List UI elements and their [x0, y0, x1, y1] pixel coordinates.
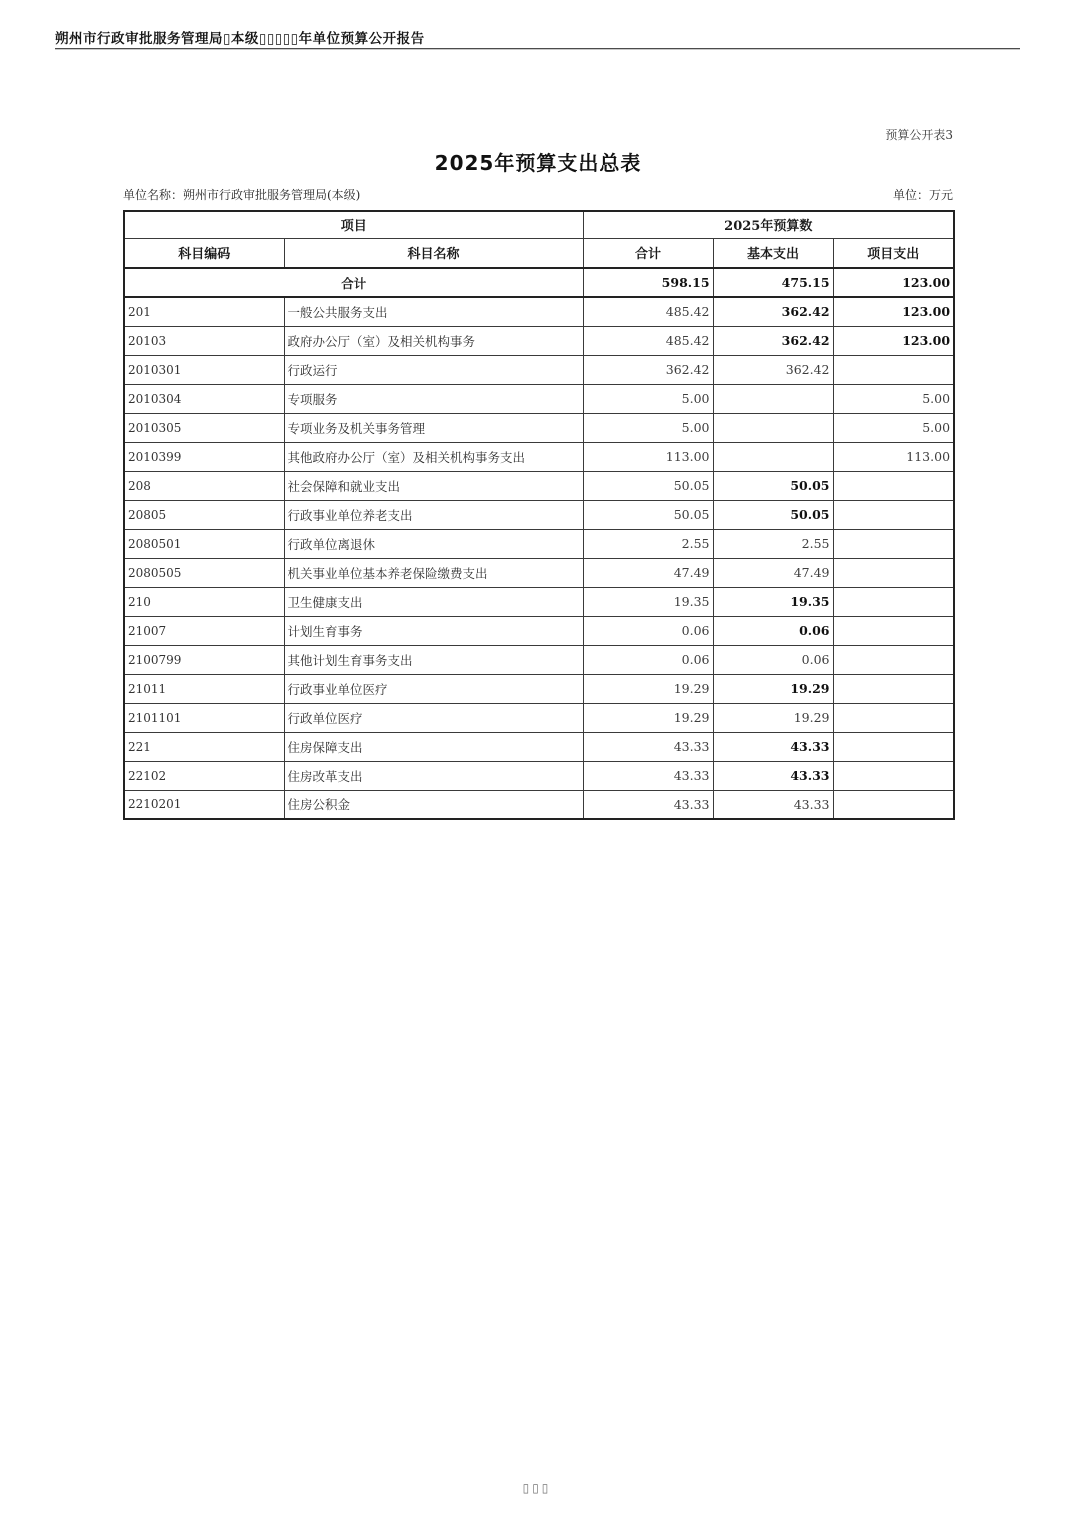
- cell-name: 一般公共服务支出: [284, 297, 583, 326]
- grand-total-basic: 475.15: [713, 268, 833, 297]
- table-row: [124, 297, 954, 326]
- unit-of-measure-label: 单位：万元: [892, 188, 953, 202]
- table-row: [124, 761, 954, 790]
- grand-total-project: 123.00: [833, 268, 954, 297]
- cell-code: 21007: [124, 616, 284, 645]
- cell-name: 计划生育事务: [284, 616, 583, 645]
- cell-name: 政府办公厅（室）及相关机构事务: [284, 326, 583, 355]
- cell-total: 0.06: [583, 645, 713, 674]
- table-row: [124, 732, 954, 761]
- cell-basic: 2.55: [713, 529, 833, 558]
- table-header-columns-row: [124, 238, 954, 268]
- cell-basic: 362.42: [713, 355, 833, 384]
- cell-basic: 43.33: [713, 761, 833, 790]
- cell-project: [833, 355, 954, 384]
- cell-code: 2010305: [124, 413, 284, 442]
- grand-total-sum: 598.15: [583, 268, 713, 297]
- cell-total: 47.49: [583, 558, 713, 587]
- cell-code: 221: [124, 732, 284, 761]
- cell-project: [833, 732, 954, 761]
- cell-project: [833, 616, 954, 645]
- header-budget-group: 2025年预算数: [583, 211, 954, 238]
- table-meta-row: [123, 186, 953, 203]
- table-sheet-label: 预算公开表3: [885, 128, 953, 142]
- cell-project: [833, 529, 954, 558]
- cell-project: 123.00: [833, 326, 954, 355]
- budget-expenditure-table: [123, 210, 955, 820]
- table-row: [124, 471, 954, 500]
- cell-project: 5.00: [833, 384, 954, 413]
- cell-project: [833, 500, 954, 529]
- header-col-name: 科目名称: [284, 238, 583, 268]
- cell-code: 2100799: [124, 645, 284, 674]
- cell-total: 19.35: [583, 587, 713, 616]
- cell-project: [833, 703, 954, 732]
- cell-name: 行政运行: [284, 355, 583, 384]
- cell-total: 50.05: [583, 471, 713, 500]
- cell-basic: [713, 442, 833, 471]
- table-row: [124, 500, 954, 529]
- document-title: 2025年预算支出总表: [434, 151, 642, 175]
- cell-code: 2210201: [124, 790, 284, 819]
- cell-code: 22102: [124, 761, 284, 790]
- cell-code: 210: [124, 587, 284, 616]
- table-row: [124, 587, 954, 616]
- table-row: [124, 558, 954, 587]
- cell-basic: 19.35: [713, 587, 833, 616]
- cell-total: 113.00: [583, 442, 713, 471]
- page-header-title: 朔州市行政审批服务管理局▯本级▯▯▯▯▯年单位预算公开报告: [55, 31, 425, 47]
- cell-total: 50.05: [583, 500, 713, 529]
- header-col-project: 项目支出: [833, 238, 954, 268]
- page-number-placeholder: ▯▯▯: [522, 1481, 552, 1495]
- cell-basic: 19.29: [713, 674, 833, 703]
- cell-name: 其他政府办公厅（室）及相关机构事务支出: [284, 442, 583, 471]
- cell-project: [833, 761, 954, 790]
- table-row: [124, 355, 954, 384]
- table-row: [124, 326, 954, 355]
- table-row: [124, 674, 954, 703]
- cell-basic: 50.05: [713, 471, 833, 500]
- cell-basic: 0.06: [713, 645, 833, 674]
- cell-name: 住房公积金: [284, 790, 583, 819]
- header-col-code: 科目编码: [124, 238, 284, 268]
- cell-project: [833, 674, 954, 703]
- cell-total: 485.42: [583, 326, 713, 355]
- cell-basic: 50.05: [713, 500, 833, 529]
- header-col-basic: 基本支出: [713, 238, 833, 268]
- cell-basic: 0.06: [713, 616, 833, 645]
- cell-name: 机关事业单位基本养老保险缴费支出: [284, 558, 583, 587]
- table-row: [124, 616, 954, 645]
- cell-code: 208: [124, 471, 284, 500]
- cell-project: [833, 471, 954, 500]
- cell-project: 113.00: [833, 442, 954, 471]
- cell-name: 行政单位医疗: [284, 703, 583, 732]
- cell-total: 362.42: [583, 355, 713, 384]
- cell-code: 2010399: [124, 442, 284, 471]
- table-row: [124, 703, 954, 732]
- cell-basic: 47.49: [713, 558, 833, 587]
- cell-basic: 43.33: [713, 790, 833, 819]
- cell-name: 行政单位离退休: [284, 529, 583, 558]
- cell-code: 201: [124, 297, 284, 326]
- cell-total: 0.06: [583, 616, 713, 645]
- cell-code: 2080501: [124, 529, 284, 558]
- cell-basic: 43.33: [713, 732, 833, 761]
- cell-code: 2010301: [124, 355, 284, 384]
- cell-name: 住房改革支出: [284, 761, 583, 790]
- header-col-total: 合计: [583, 238, 713, 268]
- cell-basic: [713, 413, 833, 442]
- cell-total: 2.55: [583, 529, 713, 558]
- table-row: [124, 529, 954, 558]
- cell-code: 20103: [124, 326, 284, 355]
- cell-total: 5.00: [583, 384, 713, 413]
- cell-name: 专项服务: [284, 384, 583, 413]
- cell-code: 2010304: [124, 384, 284, 413]
- cell-name: 行政事业单位医疗: [284, 674, 583, 703]
- table-row: [124, 790, 954, 819]
- header-project-group: 项目: [124, 211, 583, 238]
- document-body: [123, 0, 953, 900]
- cell-name: 行政事业单位养老支出: [284, 500, 583, 529]
- cell-basic: 19.29: [713, 703, 833, 732]
- cell-total: 43.33: [583, 790, 713, 819]
- cell-total: 5.00: [583, 413, 713, 442]
- cell-name: 社会保障和就业支出: [284, 471, 583, 500]
- cell-basic: 362.42: [713, 326, 833, 355]
- cell-name: 其他计划生育事务支出: [284, 645, 583, 674]
- cell-name: 专项业务及机关事务管理: [284, 413, 583, 442]
- table-header-group-row: [124, 211, 954, 238]
- cell-total: 485.42: [583, 297, 713, 326]
- cell-code: 20805: [124, 500, 284, 529]
- cell-basic: [713, 384, 833, 413]
- table-row: [124, 645, 954, 674]
- cell-project: 123.00: [833, 297, 954, 326]
- cell-total: 43.33: [583, 761, 713, 790]
- cell-name: 住房保障支出: [284, 732, 583, 761]
- cell-code: 21011: [124, 674, 284, 703]
- cell-name: 卫生健康支出: [284, 587, 583, 616]
- cell-code: 2101101: [124, 703, 284, 732]
- cell-total: 19.29: [583, 674, 713, 703]
- grand-total-label: 合计: [124, 268, 583, 297]
- cell-project: 5.00: [833, 413, 954, 442]
- cell-project: [833, 645, 954, 674]
- cell-project: [833, 587, 954, 616]
- cell-total: 19.29: [583, 703, 713, 732]
- table-row: [124, 384, 954, 413]
- cell-basic: 362.42: [713, 297, 833, 326]
- grand-total-row: [124, 268, 954, 297]
- table-row: [124, 413, 954, 442]
- cell-project: [833, 558, 954, 587]
- unit-name-label: 单位名称：朔州市行政审批服务管理局(本级): [123, 188, 361, 202]
- cell-project: [833, 790, 954, 819]
- cell-code: 2080505: [124, 558, 284, 587]
- cell-total: 43.33: [583, 732, 713, 761]
- table-row: [124, 442, 954, 471]
